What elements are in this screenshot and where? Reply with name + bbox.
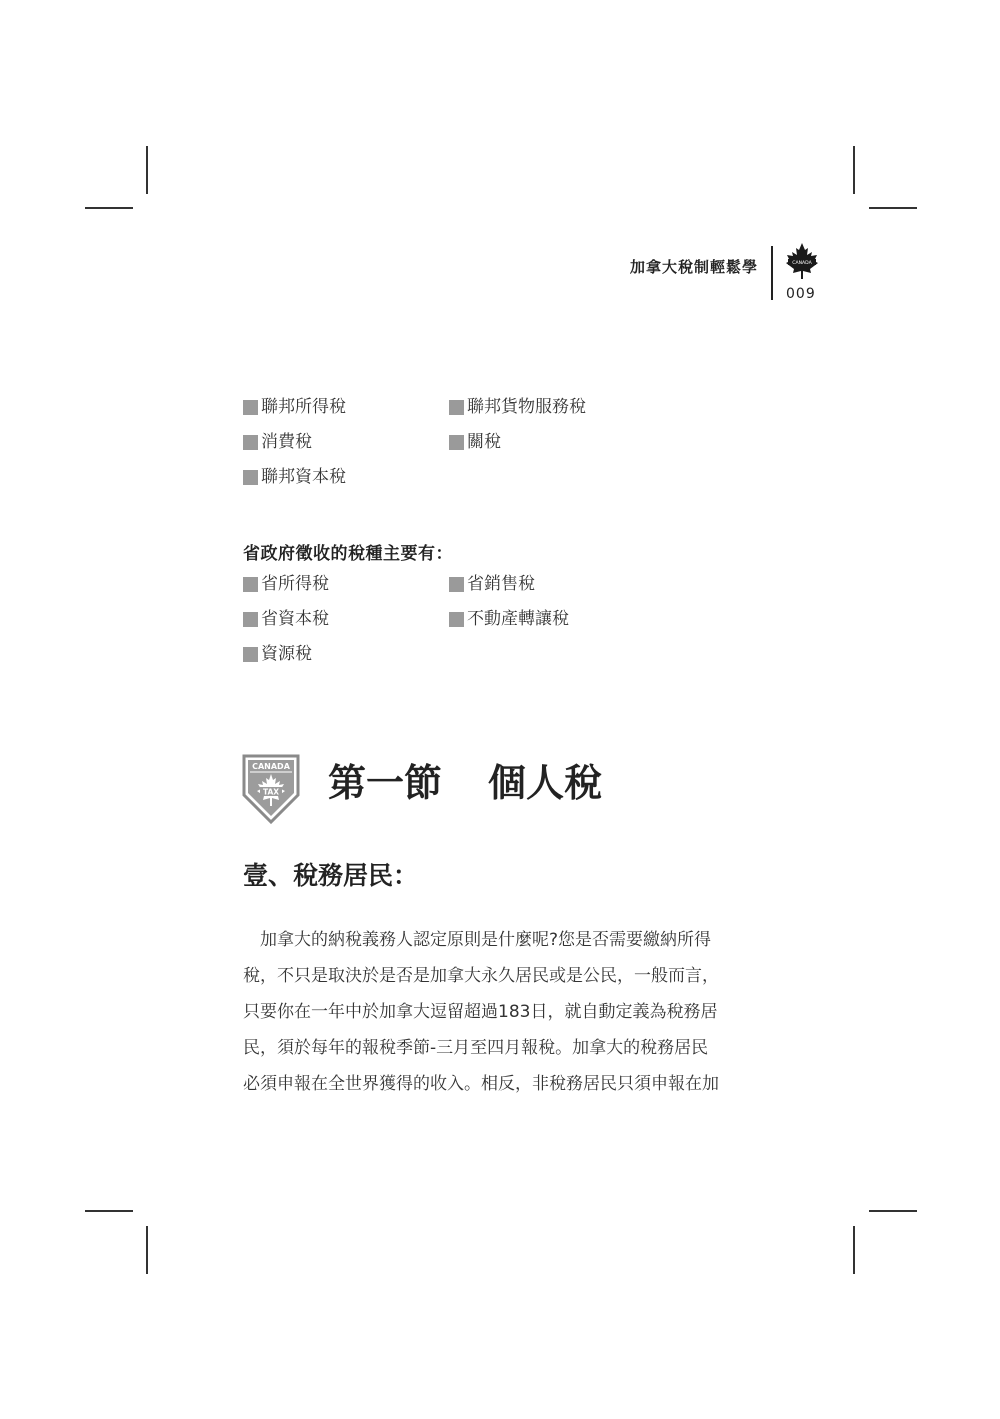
square-bullet-icon bbox=[243, 470, 258, 485]
list-item: 聯邦貨物服務稅 bbox=[449, 396, 655, 419]
badge-canada-text: CANADA bbox=[252, 762, 290, 771]
crop-mark bbox=[85, 207, 133, 209]
provincial-tax-list bbox=[243, 573, 655, 666]
square-bullet-icon bbox=[449, 400, 464, 415]
paragraph-line: 必須申報在全世界獲得的收入。相反，非稅務居民只須申報在加 bbox=[243, 1074, 719, 1094]
section-number: 第一節 bbox=[328, 761, 443, 805]
body-paragraph bbox=[243, 922, 751, 1102]
list-item: 消費稅 bbox=[243, 431, 449, 454]
square-bullet-icon bbox=[449, 612, 464, 627]
canada-tax-badge-icon bbox=[241, 753, 301, 825]
badge-tax-text: TAX bbox=[262, 787, 280, 797]
provincial-heading: 省政府徵收的稅種主要有： bbox=[243, 544, 453, 564]
maple-leaf-icon bbox=[782, 242, 822, 280]
book-title: 加拿大稅制輕鬆學 bbox=[629, 258, 758, 276]
paragraph-line: 只要你在一年中於加拿大逗留超過183日，就自動定義為稅務居 bbox=[243, 1002, 718, 1022]
subsection-title: 壹、稅務居民： bbox=[243, 861, 419, 890]
paragraph-line: 民，須於每年的報稅季節-三月至四月報稅。加拿大的稅務居民 bbox=[243, 1038, 709, 1058]
list-item: 聯邦所得稅 bbox=[243, 396, 449, 419]
header-divider bbox=[771, 246, 773, 300]
crop-mark bbox=[146, 1226, 148, 1274]
crop-mark bbox=[869, 207, 917, 209]
square-bullet-icon bbox=[449, 435, 464, 450]
page-number: 009 bbox=[786, 286, 816, 302]
running-head bbox=[560, 240, 830, 310]
crop-mark bbox=[853, 146, 855, 194]
list-item: 不動產轉讓稅 bbox=[449, 608, 655, 631]
crop-mark bbox=[869, 1210, 917, 1212]
crop-mark bbox=[853, 1226, 855, 1274]
list-item: 關稅 bbox=[449, 431, 655, 454]
square-bullet-icon bbox=[243, 577, 258, 592]
crop-mark bbox=[85, 1210, 133, 1212]
list-item: 資源稅 bbox=[243, 643, 449, 666]
square-bullet-icon bbox=[243, 647, 258, 662]
crop-mark bbox=[146, 146, 148, 194]
federal-tax-list bbox=[243, 396, 655, 489]
list-item: 省資本稅 bbox=[243, 608, 449, 631]
section-title: 個人稅 bbox=[488, 761, 603, 805]
list-item: 省銷售稅 bbox=[449, 573, 655, 596]
list-item: 省所得稅 bbox=[243, 573, 449, 596]
square-bullet-icon bbox=[449, 577, 464, 592]
paragraph-line: 稅，不只是取決於是否是加拿大永久居民或是公民，一般而言， bbox=[243, 966, 719, 986]
list-item: 聯邦資本稅 bbox=[243, 466, 449, 489]
square-bullet-icon bbox=[243, 400, 258, 415]
square-bullet-icon bbox=[243, 435, 258, 450]
paragraph-line: 加拿大的納稅義務人認定原則是什麼呢?您是否需要繳納所得 bbox=[260, 930, 712, 950]
square-bullet-icon bbox=[243, 612, 258, 627]
logo-text: CANADA bbox=[792, 261, 812, 266]
